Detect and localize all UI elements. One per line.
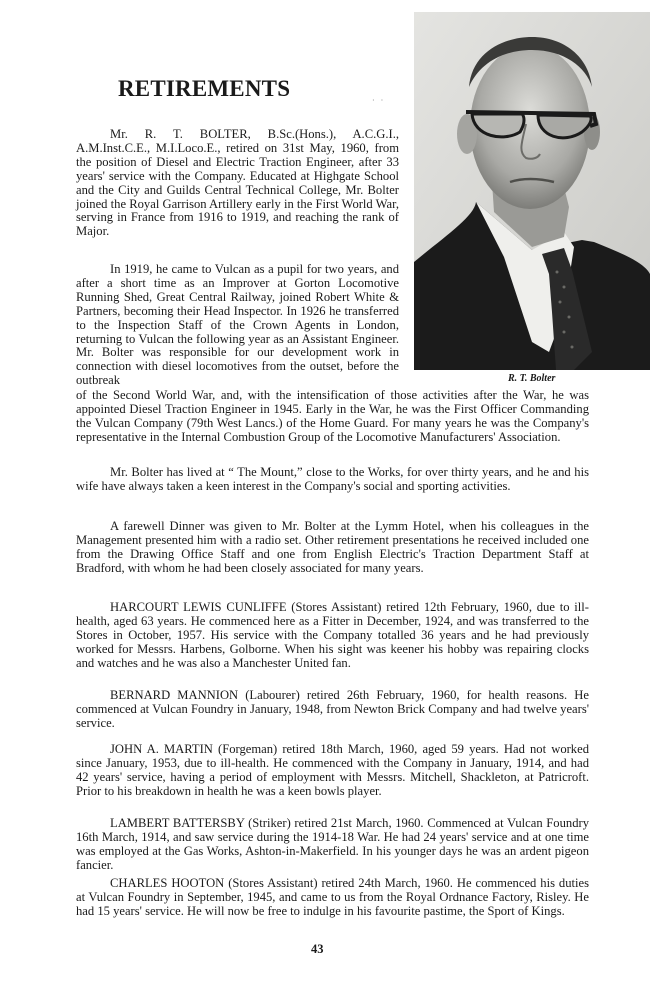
article-bolter-paragraph-1: Mr. R. T. BOLTER, B.Sc.(Hons.), A.C.G.I., A.M.Inst.C.E., M.I.Loco.E., retired on 31st May, 1960, from the position of Diesel and Electric Traction Engineer, after 33 years' service with the Company. Educated at Highgate School and the City and Guilds Central Technical College, Mr. Bolter joined the Royal Garrison Artillery early in the First World War, serving in France from 1916 to 1919, and reaching the rank of Major.	[76, 127, 399, 239]
photo-caption: R. T. Bolter	[508, 373, 556, 384]
article-bolter-paragraph-3: of the Second World War, and, with the intensification of those activities after the War, he was appointed Diesel Traction Engineer in 1945. Early in the War, he was the First Officer Commanding the Vulcan Company (79th West Lancs.) of the Home Guard. For many years he was the Company's representative in the Internal Combustion Group of the Locomotive Manufacturers' Association.	[76, 388, 589, 444]
article-bolter-paragraph-5: A farewell Dinner was given to Mr. Bolter at the Lymm Hotel, when his colleagues in the Management presented him with a radio set. Other retirement presentations he received included one from the Drawing Office Staff and one from English Electric's Traction Department Staff at Bradford, with whom he had been closely associated for many years.	[76, 519, 589, 575]
article-mannion: BERNARD MANNION (Labourer) retired 26th February, 1960, for health reasons. He commenced at Vulcan Foundry in January, 1948, from Newton Brick Company and had twelve years' service.	[76, 688, 589, 730]
article-hooton: CHARLES HOOTON (Stores Assistant) retired 24th March, 1960. He commenced his duties at Vulcan Foundry in September, 1945, and came to us from the Royal Ordnance Factory, Risley. He had 15 years' service. He will now be free to indulge in his favourite pastime, the Sport of Kings.	[76, 876, 589, 918]
article-cunliffe: HARCOURT LEWIS CUNLIFFE (Stores Assistant) retired 12th February, 1960, due to ill-health, aged 63 years. He commenced here as a Fitter in December, 1924, and was transferred to the Stores in October, 1957. His service with the Company totalled 36 years and he had previously worked for Messrs. Harbens, Golborne. When his sight was keener his hobby was repairing clocks and watches and he was also a Manchester United fan.	[76, 600, 589, 670]
article-battersby: LAMBERT BATTERSBY (Striker) retired 21st March, 1960. Commenced at Vulcan Foundry 16th March, 1914, and saw service during the 1914-18 War. He had 24 years' service and at one time was employed at the Gas Works, Ashton-in-Makerfield. In his younger days he was an ardent pigeon fancier.	[76, 816, 589, 872]
page-title: RETIREMENTS	[118, 76, 291, 101]
article-bolter-paragraph-2: In 1919, he came to Vulcan as a pupil for two years, and after a short time as an Improver at Gorton Locomotive Running Shed, Great Central Railway, joined Robert White & Partners, becoming their Head Inspector. In 1926 he transferred to the Inspection Staff of the Crown Agents in London, returning to Vulcan the following year as an Assistant Engineer. Mr. Bolter was responsible for our development work in connection with diesel locomotives from the outset, before the outbreak	[76, 262, 399, 388]
portrait-photo	[414, 12, 650, 370]
article-martin: JOHN A. MARTIN (Forgeman) retired 18th March, 1960, aged 59 years. Had not worked since January, 1953, due to ill-health. He commenced with the Company in January, 1914, and had 42 years' service, having a period of employment with Messrs. Mitchell, Shackleton, at Patricroft. Prior to his breakdown in health he was a keen bowls player.	[76, 742, 589, 798]
print-speck: · ·	[372, 96, 386, 105]
portrait-photo-illustration	[414, 12, 650, 370]
article-bolter-paragraph-4: Mr. Bolter has lived at “ The Mount,” close to the Works, for over thirty years, and he and his wife have always taken a keen interest in the Company's social and sporting activities.	[76, 465, 589, 493]
page-number: 43	[311, 942, 324, 956]
